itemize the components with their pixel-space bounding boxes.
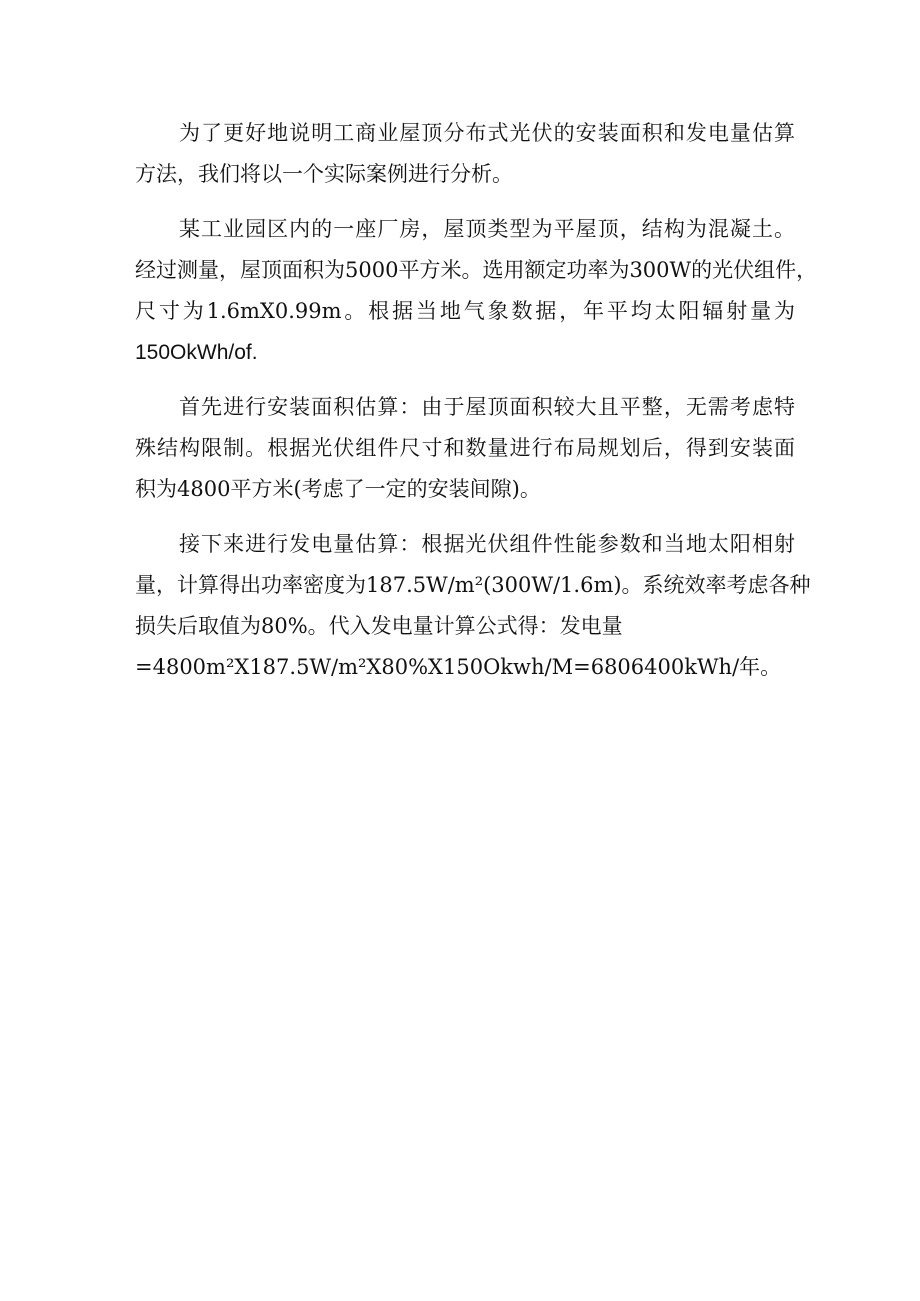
paragraph-line: 尺寸为1.6mX0.99m。根据当地气象数据，年平均太阳辐射量为 — [135, 299, 795, 323]
paragraph-line: 首先进行安装面积估算：由于屋顶面积较大且平整，无需考虑特 — [179, 395, 795, 419]
paragraph-line: 经过测量，屋顶面积为5000平方米。选用额定功率为300W的光伏组件， — [135, 258, 818, 282]
paragraph-line: 量，计算得出功率密度为187.5W∕m²(300W∕1.6m)。系统效率考虑各种 — [135, 573, 811, 597]
paragraph-line: 150OkWh/of. — [135, 341, 258, 364]
paragraph-intro — [135, 113, 795, 195]
paragraph-line: 损失后取值为80%。代入发电量计算公式得：发电量 — [135, 614, 623, 638]
document-body — [135, 113, 818, 702]
paragraph-generation-estimate — [135, 524, 811, 688]
paragraph-line: 某工业园区内的一座厂房，屋顶类型为平屋顶，结构为混凝土。 — [179, 217, 795, 241]
paragraph-line: 殊结构限制。根据光伏组件尺寸和数量进行布局规划后，得到安装面 — [135, 436, 795, 460]
paragraph-line: 方法，我们将以一个实际案例进行分析。 — [135, 162, 513, 186]
paragraph-line: 积为4800平方米(考虑了一定的安装间隙)。 — [135, 477, 541, 501]
paragraph-line: =4800m²X187.5W∕m²X80%X150Okwh/M=6806400kWh/年。 — [135, 655, 782, 679]
paragraph-line: 为了更好地说明工商业屋顶分布式光伏的安装面积和发电量估算 — [179, 121, 795, 145]
paragraph-line: 接下来进行发电量估算：根据光伏组件性能参数和当地太阳相射 — [179, 532, 795, 556]
paragraph-area-estimate — [135, 387, 795, 510]
paragraph-case — [135, 209, 818, 373]
